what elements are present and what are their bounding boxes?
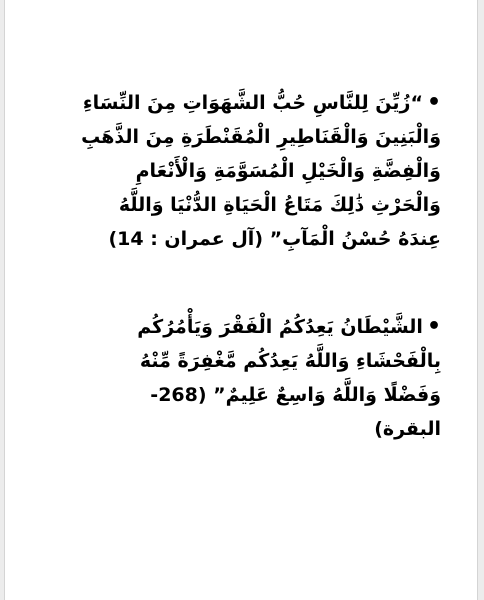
verse-line-text: “زُيِّنَ لِلنَّاسِ حُبُّ الشَّهَوَاتِ مِنَ النِّسَاءِ: [82, 92, 423, 114]
bullet-icon: •: [426, 314, 441, 339]
verse-line: [49, 86, 441, 120]
verse-al-imran-14: [49, 86, 441, 256]
document-page: [4, 0, 478, 600]
verse-line: بِالْفَحْشَاءِ وَاللَّهُ يَعِدُكُم مَّغْفِرَةً مِّنْهُ: [139, 350, 441, 372]
verse-line: وَالْبَنِينَ وَالْقَنَاطِيرِ الْمُقَنْطَرَةِ مِنَ الذَّهَبِ: [81, 126, 441, 148]
verse-line: وَالْفِضَّةِ وَالْخَيْلِ الْمُسَوَّمَةِ وَالْأَنْعَامِ: [135, 160, 441, 182]
verse-line: [49, 310, 441, 344]
verse-line: عِندَهُ حُسْنُ الْمَآبِ” (آل عمران : 14): [108, 228, 441, 250]
verse-line-text: الشَّيْطَانُ يَعِدُكُمُ الْفَقْرَ وَيَأْمُرُكُم: [137, 316, 423, 338]
verse-al-baqarah-268: [49, 310, 441, 446]
verse-line: البقرة): [374, 418, 441, 440]
bullet-icon: •: [426, 90, 441, 115]
verse-line: وَالْحَرْثِ ذَٰلِكَ مَتَاعُ الْحَيَاةِ الدُّنْيَا وَاللَّهُ: [118, 194, 441, 216]
verse-line: وَفَضْلًا وَاللَّهُ وَاسِعٌ عَلِيمٌ” (268-: [150, 384, 441, 406]
